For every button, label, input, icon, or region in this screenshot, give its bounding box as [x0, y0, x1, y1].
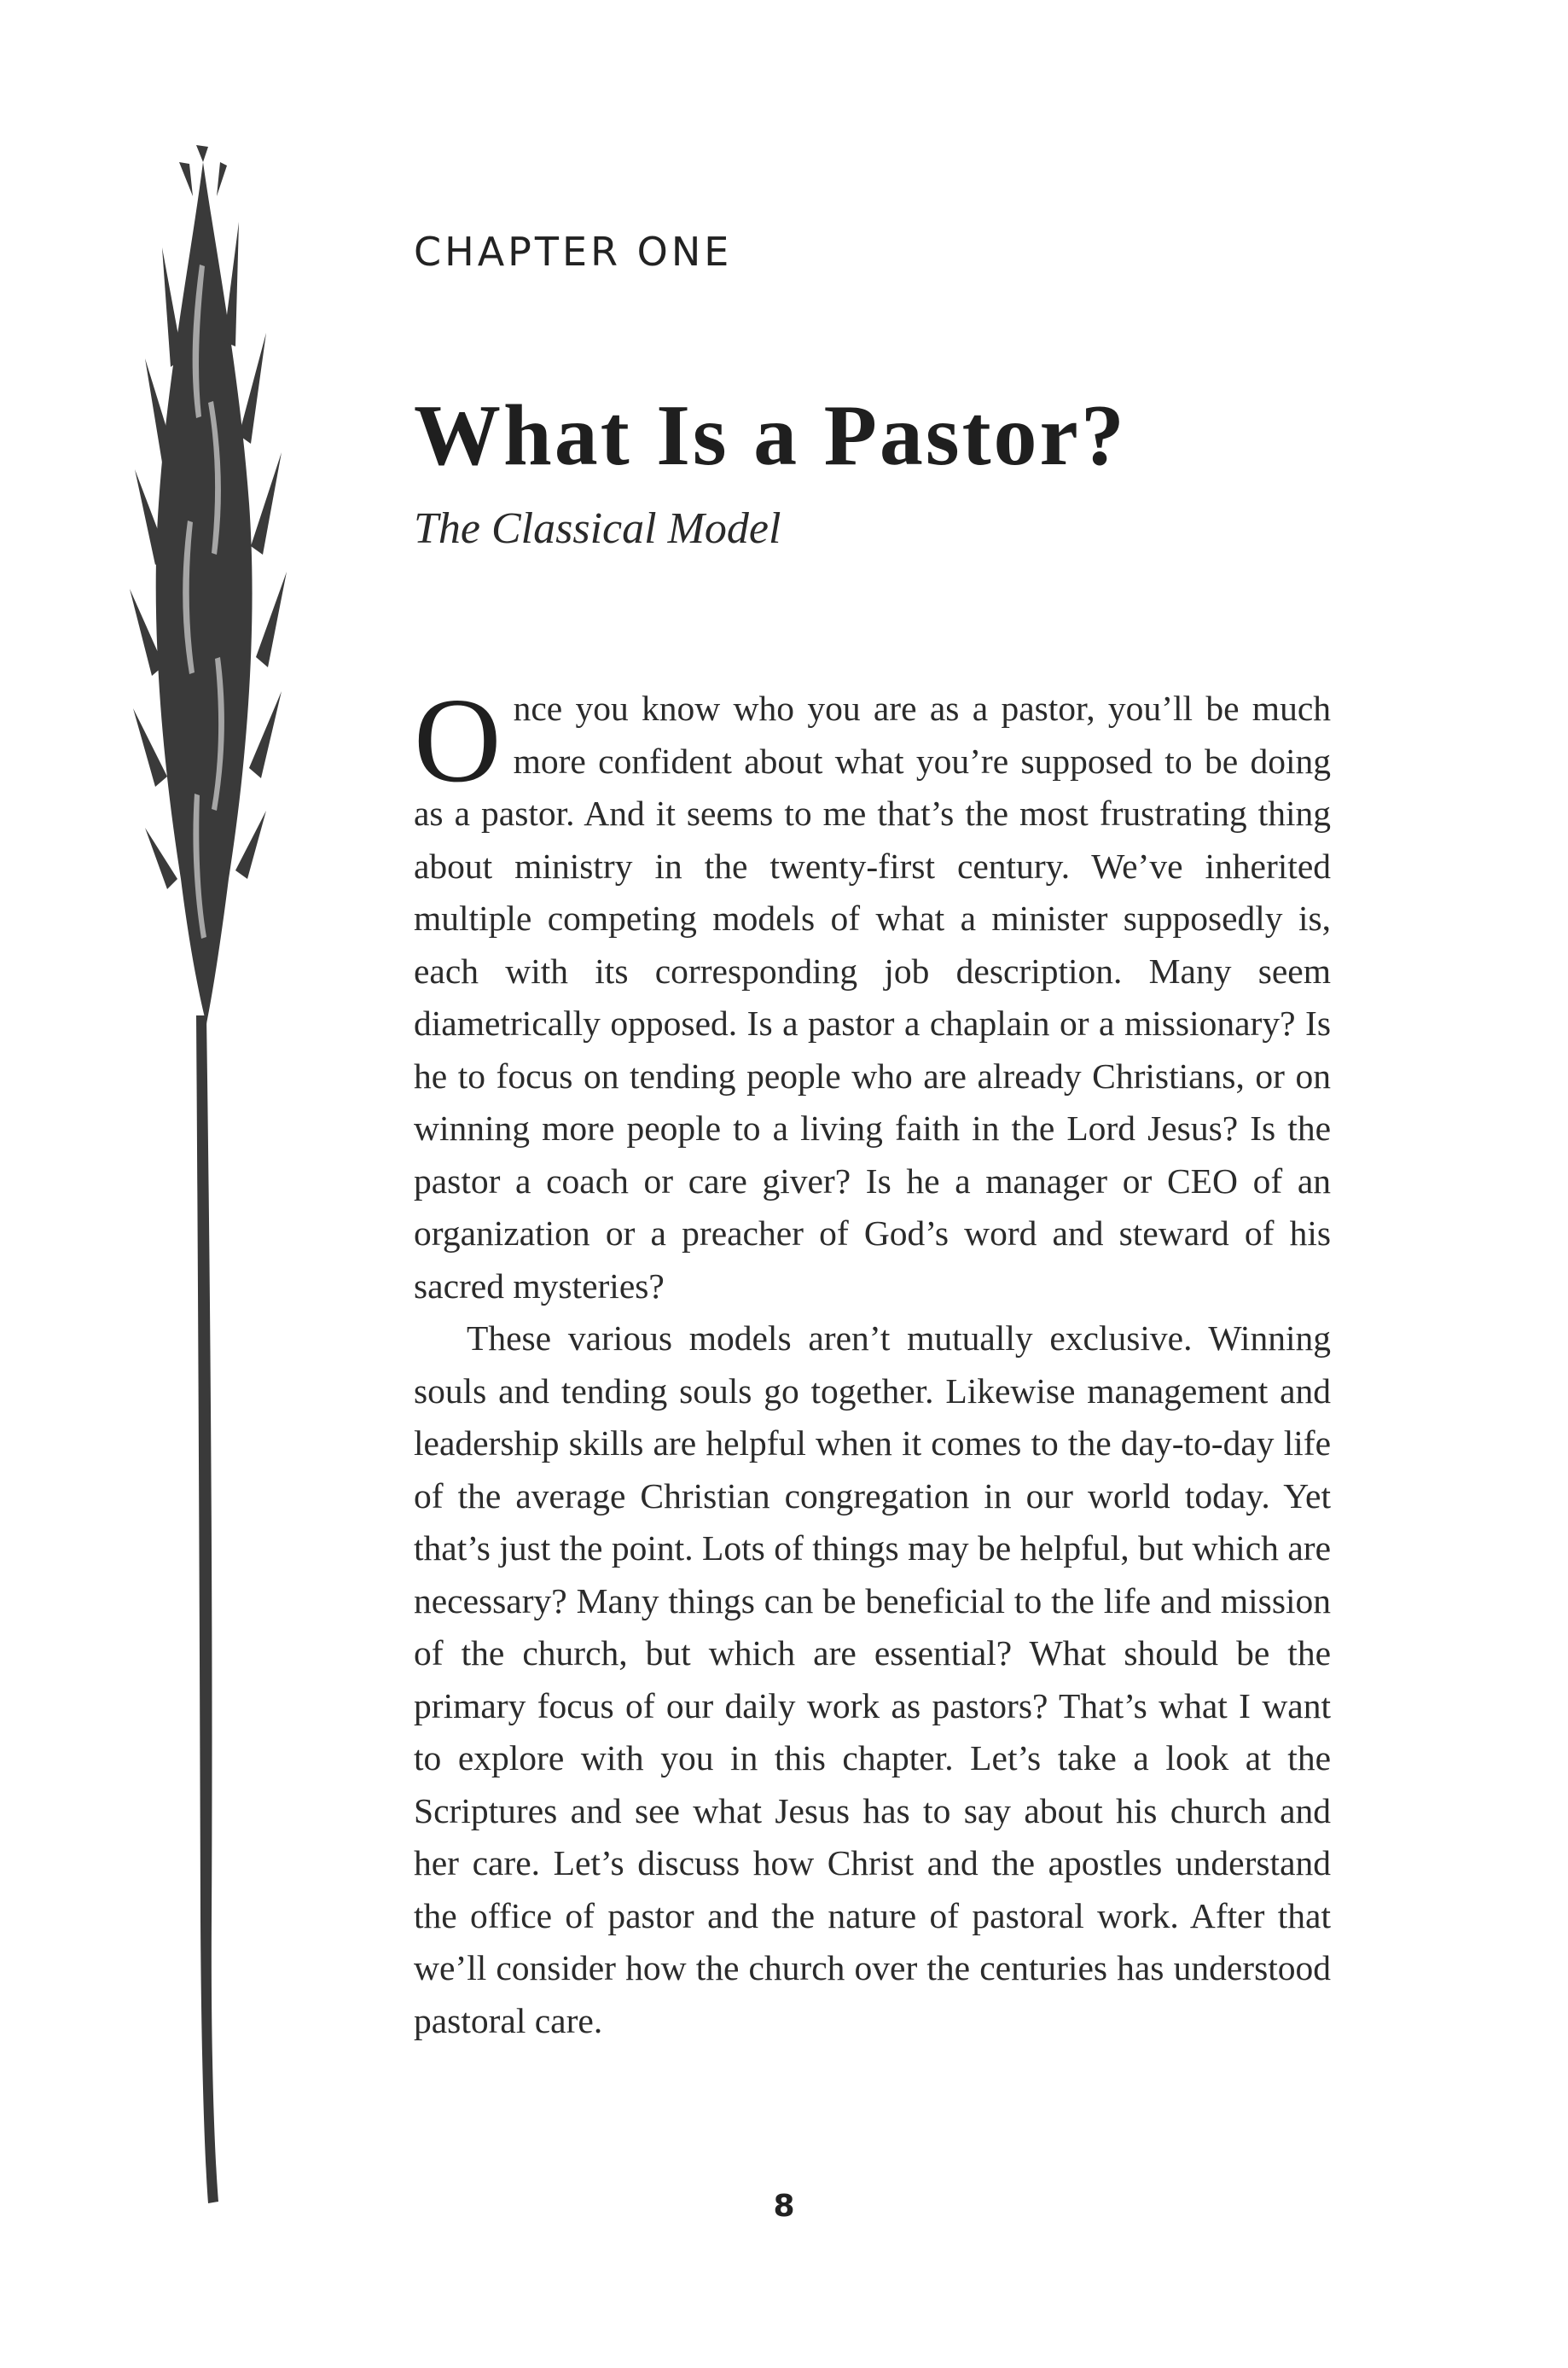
paragraph [414, 672, 1331, 1312]
wheat-stalk-icon [111, 145, 316, 2210]
drop-cap: O [414, 672, 502, 807]
paragraph: These various models aren’t mutually exclusive. Winning souls and tending souls go together. Likewise management and leadership skills are helpful when it comes to the day-to-day life of the average Christian congregation in our world today. Yet that’s just the point. Lots of things may be helpful, but which are necessary? Many things can be beneficial to the life and mission of the church, but which are essential? What should be the primary focus of our daily work as pastors? That’s what I want to explore with you in this chapter. Let’s take a look at the Scriptures and see what Jesus has to say about his church and her care. Let’s discuss how Christ and the apostles understand the office of pastor and the nature of pastoral work. After that we’ll consider how the church over the centuries has understood pastoral care. [414, 1318, 1331, 2040]
chapter-subtitle: The Classical Model [414, 504, 781, 553]
chapter-body [414, 672, 1331, 2047]
paragraph-text: nce you know who you are as a pastor, you’ll be much more confident about what you’re supposed to be doing as a pastor. And it seems to me that’s the most frustrating thing about ministry in the twenty-first century. We’ve inherited multiple competing models of what a minister supposedly is, each with its corresponding job description. Many seem diametrically opposed. Is a pastor a chaplain or a missionary? Is he to focus on tending people who are already Christians, or on winning more people to a living faith in the Lord Jesus? Is the pastor a coach or care giver? Is he a manager or CEO of an organization or a preacher of God’s word and steward of his sacred mysteries? [414, 689, 1331, 1306]
page-number: 8 [773, 2189, 795, 2224]
chapter-title: What Is a Pastor? [414, 387, 1127, 485]
chapter-label: CHAPTER ONE [414, 229, 733, 275]
